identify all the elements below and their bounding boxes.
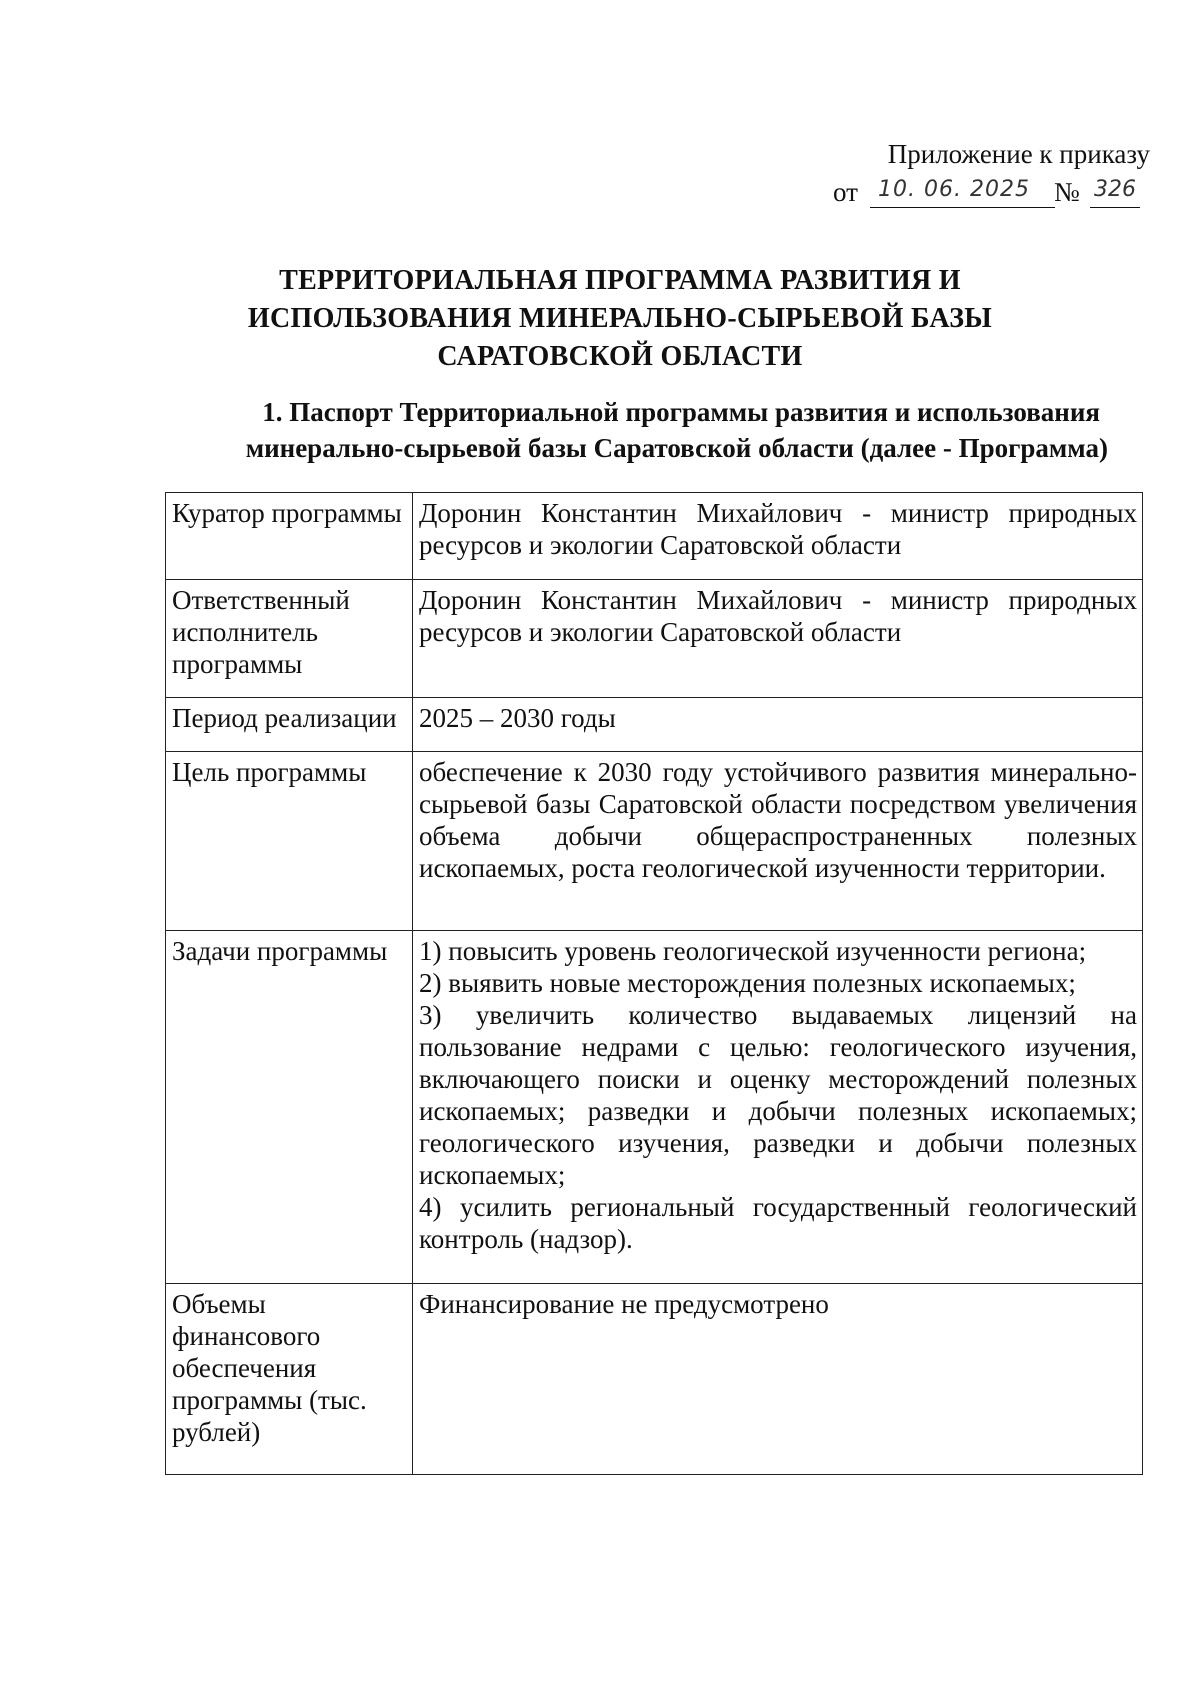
responsible-value: Доронин Константин Михайлович - министр природных ресурсов и экологии Саратовской области: [413, 580, 1143, 698]
finance-label: Объемы финансового обеспечения программы (тыс. рублей): [166, 1284, 413, 1475]
tasks-value: [413, 931, 1143, 1284]
table-row: [166, 931, 1143, 1284]
goal-label: Цель программы: [166, 752, 413, 931]
appendix-caption: Приложение к приказу: [887, 139, 1150, 169]
curator-label: Куратор программы: [166, 493, 413, 580]
order-number-handwritten: 326: [1094, 177, 1136, 202]
order-date-handwritten: 10. 06. 2025: [878, 177, 1030, 202]
period-label: Период реализации: [166, 698, 413, 752]
passport-table: [165, 492, 1143, 1475]
order-number-label: №: [1054, 177, 1080, 207]
document-title: [150, 262, 1090, 376]
responsible-label: Ответственный исполнитель программы: [166, 580, 413, 698]
table-row: [166, 698, 1143, 752]
period-value: 2025 – 2030 годы: [413, 698, 1143, 752]
date-prefix-label: от: [833, 177, 858, 207]
order-number-field: [1090, 173, 1140, 208]
goal-value: обеспечение к 2030 году устойчивого развития минерально-сырьевой базы Саратовской области посредством увеличения объема добычи общераспространенных полезных ископаемых, роста геологической изученности территории.: [413, 752, 1143, 931]
order-reference: [770, 173, 1150, 211]
title-line-1: ТЕРРИТОРИАЛЬНАЯ ПРОГРАММА РАЗВИТИЯ И: [279, 265, 961, 296]
title-line-3: САРАТОВСКОЙ ОБЛАСТИ: [437, 341, 803, 372]
finance-value: Финансирование не предусмотрено: [413, 1284, 1143, 1475]
task-item: 2) выявить новые месторождения полезных ископаемых;: [419, 968, 1076, 998]
table-row: [166, 580, 1143, 698]
table-row: [166, 1284, 1143, 1475]
section-heading: [150, 394, 1110, 466]
order-date-field: [870, 173, 1055, 208]
section-heading-line-2: минерально-сырьевой базы Саратовской области (далее - Программа): [245, 433, 1108, 463]
table-row: [166, 493, 1143, 580]
section-heading-line-1: 1. Паспорт Территориальной программы развития и использования: [262, 397, 1100, 427]
task-item: 1) повысить уровень геологической изученности региона;: [419, 936, 1087, 966]
task-item: 4) усилить региональный государственный геологический контроль (надзор).: [419, 1192, 1137, 1254]
appendix-header: [770, 135, 1150, 211]
title-line-2: ИСПОЛЬЗОВАНИЯ МИНЕРАЛЬНО-СЫРЬЕВОЙ БАЗЫ: [247, 303, 993, 334]
table-row: [166, 752, 1143, 931]
curator-value: Доронин Константин Михайлович - министр природных ресурсов и экологии Саратовской области: [413, 493, 1143, 580]
task-item: 3) увеличить количество выдаваемых лицензий на пользование недрами с целью: геологического изучения, включающего поиски и оценку месторождений полезных ископаемых; разведки и добычи полезных ископаемых; геологического изучения, разведки и добычи полезных ископаемых;: [419, 1000, 1137, 1190]
tasks-label: Задачи программы: [166, 931, 413, 1284]
